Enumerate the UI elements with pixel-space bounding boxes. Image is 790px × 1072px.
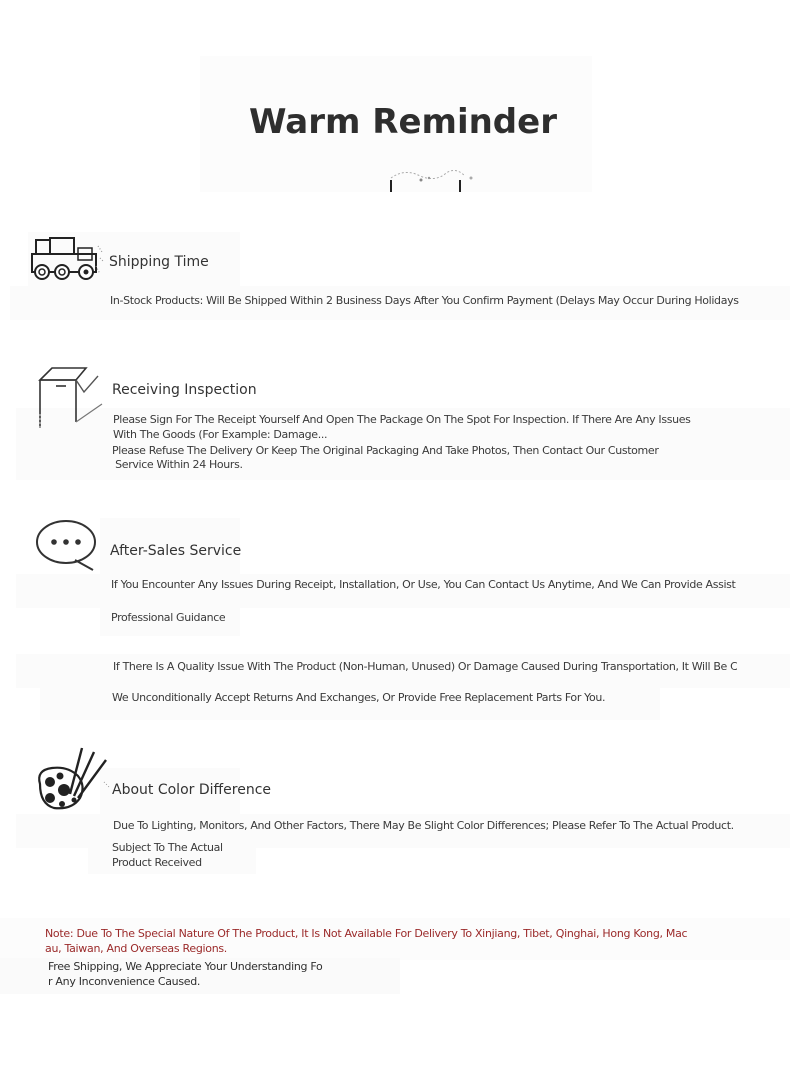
title-banner [200,56,592,192]
restriction-note-line-2: au, Taiwan, And Overseas Regions. [45,942,227,955]
inspection-text-line-4: Service Within 24 Hours. [112,458,243,471]
aftersales-text-line-1: If You Encounter Any Issues During Receipt, Installation, Or Use, You Can Contact Us Anytime, And We Can Provide Assist [111,578,736,591]
inspection-text-line-3: Please Refuse The Delivery Or Keep The Original Packaging And Take Photos, Then Contact Our Customer [112,444,659,457]
section-heading-aftersales: After-Sales Service [110,543,242,559]
chat-bubble-icon [35,518,101,570]
box-icon [36,364,108,436]
section-heading-inspection: Receiving Inspection [112,382,257,398]
truck-icon [30,236,110,282]
inspection-text-line-2: With The Goods (For Example: Damage... [113,428,328,441]
aftersales-text-line-3: If There Is A Quality Issue With The Product (Non-Human, Unused) Or Damage Caused During Transportation, It Will Be C [113,660,738,673]
section-heading-color: About Color Difference [112,782,272,798]
color-text-line-1: Due To Lighting, Monitors, And Other Factors, There May Be Slight Color Differences; Please Refer To The Actual Product. [113,819,734,832]
inspection-text-line-1: Please Sign For The Receipt Yourself And Open The Package On The Spot For Inspection. If There Are Any Issues [113,413,691,426]
color-text-line-3: Product Received [112,856,202,869]
paint-palette-icon [34,742,114,814]
section-heading-shipping: Shipping Time [109,254,209,270]
dandelion-decoration-icon [385,160,485,200]
aftersales-text-line-2: Professional Guidance [111,611,226,624]
shipping-text: In-Stock Products: Will Be Shipped Within 2 Business Days After You Confirm Payment (Delays May Occur During Holidays [110,294,739,307]
thanks-line-1: Free Shipping, We Appreciate Your Understanding Fo [48,960,323,973]
restriction-note-line-1: Note: Due To The Special Nature Of The Product, It Is Not Available For Delivery To Xinjiang, Tibet, Qinghai, Hong Kong, Mac [45,927,688,940]
page-title: Warm Reminder [249,102,557,142]
aftersales-text-line-4: We Unconditionally Accept Returns And Exchanges, Or Provide Free Replacement Parts For You. [112,691,606,704]
color-text-line-2: Subject To The Actual [112,841,223,854]
thanks-line-2: r Any Inconvenience Caused. [48,975,201,988]
